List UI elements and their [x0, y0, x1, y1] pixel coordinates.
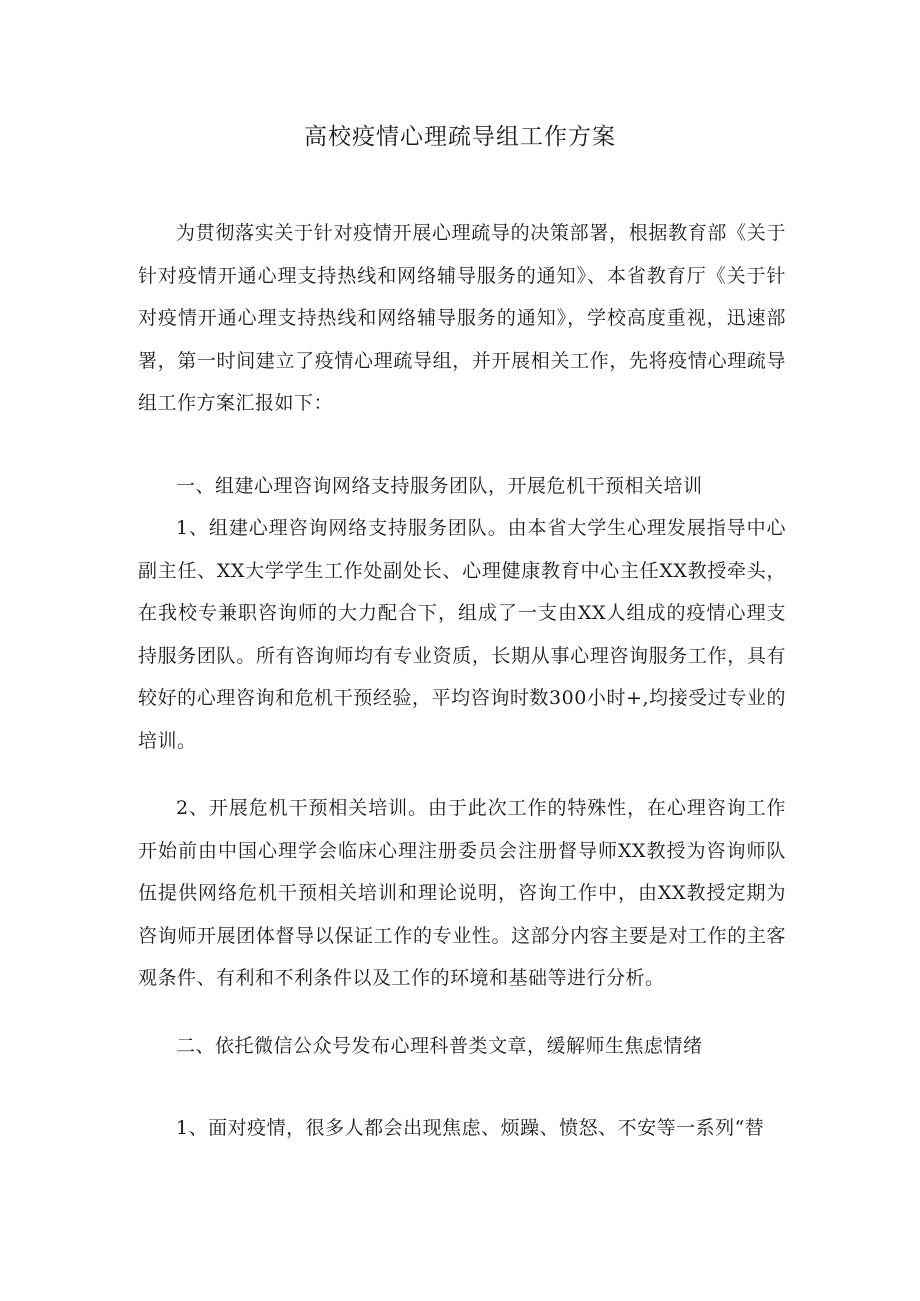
section-heading-2: 二、依托微信公众号发布心理科普类文章，缓解师生焦虑情绪: [176, 1035, 703, 1057]
section-1-item-1: 1、组建心理咨询网络支持服务团队。由本省大学生心理发展指导中心副主任、XX大学学生工作处副处长、心理健康教育中心主任XX教授牵头，在我校专兼职咨询师的大力配合下，组成了一支由XX人组成的疫情心理支持服务团队。所有咨询师均有专业资质，长期从事心理咨询服务工作，具有较好的心理咨询和危机干预经验，平均咨询时数300小时+,均接受过专业的培训。: [138, 517, 786, 752]
intro-paragraph: 为贯彻落实关于针对疫情开展心理疏导的决策部署，根据教育部《关于针对疫情开通心理支持热线和网络辅导服务的通知》、本省教育厅《关于针对疫情开通心理支持热线和网络辅导服务的通知》，学校高度重视，迅速部署，第一时间建立了疫情心理疏导组，并开展相关工作，先将疫情心理疏导组工作方案汇报如下：: [138, 222, 786, 414]
section-heading-1: 一、组建心理咨询网络支持服务团队，开展危机干预相关培训: [176, 475, 703, 497]
section-2-item-1: 1、面对疫情，很多人都会出现焦虑、烦躁、愤怒、不安等一系列“替: [176, 1117, 765, 1139]
document-title: 高校疫情心理疏导组工作方案: [304, 124, 616, 150]
section-1-item-2: 2、开展危机干预相关培训。由于此次工作的特殊性，在心理咨询工作开始前由中国心理学会临床心理注册委员会注册督导师XX教授为咨询师队伍提供网络危机干预相关培训和理论说明，咨询工作中，由XX教授定期为咨询师开展团体督导以保证工作的专业性。这部分内容主要是对工作的主客观条件、有利和不利条件以及工作的环境和基础等进行分析。: [138, 797, 786, 989]
